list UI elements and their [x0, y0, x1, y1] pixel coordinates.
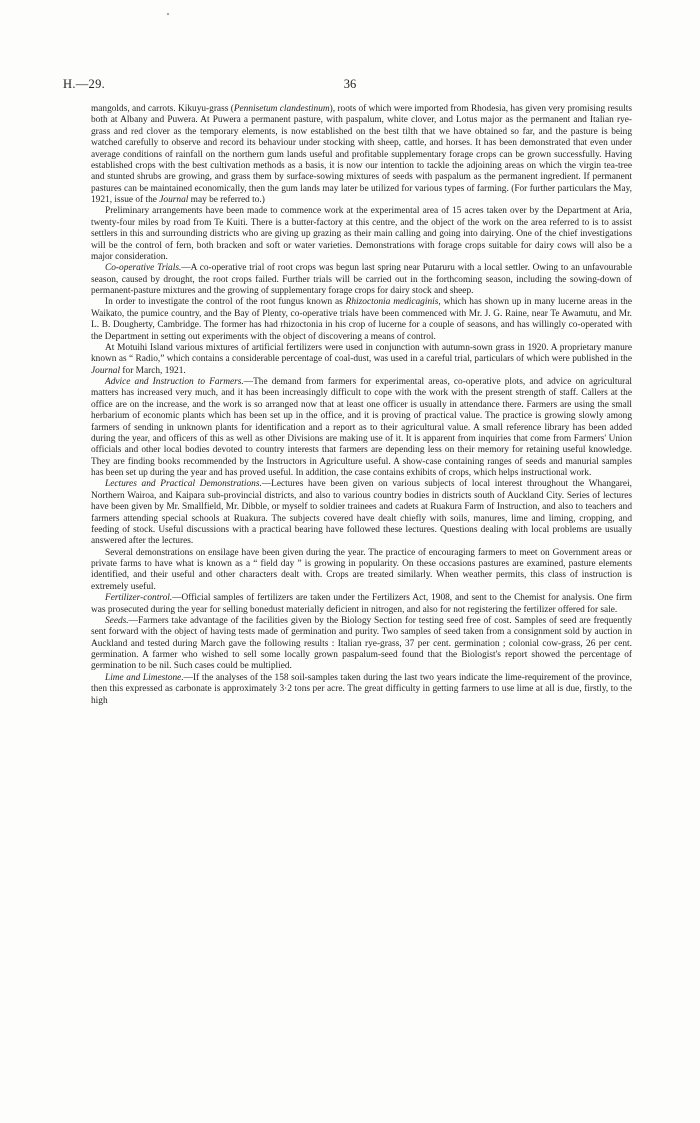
- document-reference: H.—29.: [63, 77, 106, 91]
- italic-term: Co-operative Trials.: [105, 263, 182, 274]
- body-text: [91, 104, 632, 707]
- italic-term: Pennisetum clandestinum: [233, 104, 330, 114]
- paragraph: Seeds.—Farmers take advantage of the facilities given by the Biology Section for testing seed free of cost. Samples of seed are frequently sent forward with the object of having tests made of germination and purity. Two samples of seed taken from a consignment sold by auction in Auckland and tested during March gave the following results : Italian rye-grass, 37 per cent. germination ; colonial cow-grass, 26 per cent. germination. A farmer who wished to sell some locally grown paspalum-seed found that the Biologist's report showed the percentage of germination to be nil. Such cases could be multiplied.: [91, 615, 632, 672]
- italic-term: Fertilizer-control.: [105, 593, 173, 604]
- italic-term: Journal: [91, 365, 121, 376]
- paragraph: Lime and Limestone.—If the analyses of the 158 soil-samples taken during the last two years indicate the lime-requirement of the province, then this expressed as carbonate is approximately 3·2 tons per acre. The great difficulty in getting farmers to use lime at all is due, firstly, to the high: [91, 672, 632, 706]
- italic-term: Rhizoctonia medicaginis: [345, 297, 439, 308]
- italic-term: Seeds.: [105, 615, 129, 626]
- paragraph: Co-operative Trials.—A co-operative trial of root crops was begun last spring near Putaruru with a local settler. Owing to an unfavourable season, caused by drought, the root crops failed. Further trials will be carried out in the forthcoming season, including the sowing-down of permanent-pasture mixtures and the growing of supplementary forage crops for dairy stock and sheep.: [91, 263, 632, 296]
- scan-speck: [167, 13, 169, 15]
- paragraph: At Motuihi Island various mixtures of artificial fertilizers were used in conjunction with autumn-sown grass in 1920. A proprietary manure known as “ Radio,” which contains a considerable percentage of coal-dust, was used in a careful trial, particulars of which were published in the Journal for March, 1921.: [91, 342, 632, 376]
- paragraph: Lectures and Practical Demonstrations.—Lectures have been given on various subjects of local interest throughout the Whangarei, Northern Wairoa, and Kaipara sub-provincial districts, and also to various country bodies in districts south of Auckland City. Series of lectures have been given by Mr. Smallfield, Mr. Dibble, or myself to soldier trainees and cadets at Ruakura Farm of Instruction, and also to teachers and farmers attending special schools at Ruakura. The subjects covered have dealt chiefly with soils, manures, lime and liming, cropping, and feeding of stock. Useful discussions with a practical bearing have followed these lectures. Questions dealing with local problems are usually answered after the lectures.: [91, 479, 632, 547]
- paragraph: Preliminary arrangements have been made to commence work at the experimental area of 15 acres taken over by the Department at Aria, twenty-four miles by road from Te Kuiti. There is a butter-factory at this centre, and the object of the work on the area referred to is to assist settlers in this and surrounding districts who are giving up grazing as their main calling and going into dairying. One of the chief investigations will be the control of fern, both bracken and soft or water varieties. Demonstrations with forage crops suitable for dairy cows will also be a major consideration.: [91, 206, 632, 262]
- italic-term: Lectures and Practical Demonstrations.: [105, 479, 262, 490]
- paragraph: Several demonstrations on ensilage have been given during the year. The practice of encouraging farmers to meet on Government areas or private farms to have what is known as a “ field day ” is growing in popularity. On these occasions pastures are examined, pasture elements identified, and their useful and other characters dealt with. Crops are treated similarly. When weather permits, this class of instruction is extremely useful.: [91, 547, 632, 592]
- italic-term: Advice and Instruction to Farmers.: [105, 377, 244, 387]
- paragraph: In order to investigate the control of the root fungus known as Rhizoctonia medicaginis, which has shown up in many lucerne areas in the Waikato, the pumice country, and the Bay of Plenty, co-operative trials have been commenced with Mr. J. G. Raine, near Te Awamutu, and Mr. L. B. Dougherty, Cambridge. The former has had rhizoctonia in his crop of lucerne for a couple of seasons, and has willingly co-operated with the Department in setting out experiments with the object of discovering a means of control.: [91, 297, 632, 342]
- page-number: 36: [343, 77, 357, 91]
- italic-term: Journal: [159, 195, 189, 205]
- paragraph: Fertilizer-control.—Official samples of fertilizers are taken under the Fertilizers Act, 1908, and sent to the Chemist for analysis. One firm was prosecuted during the year for selling bonedust materially deficient in nitrogen, and also for not registering the fertilizer offered for sale.: [91, 593, 632, 615]
- italic-term: Lime and Limestone.: [105, 672, 184, 683]
- paragraph: Advice and Instruction to Farmers.—The demand from farmers for experimental areas, co-operative plots, and advice on agricultural matters has increased very much, and it has been increasingly difficult to cope with the work with the present strength of staff. Callers at the office are on the increase, and the work is so arranged now that at least one officer is usually in attendance there. Farmers are using the small herbarium of economic plants which has been set up in the office, and it is proving of practical value. The practice is growing slowly among farmers of sending in unknown plants for identification and a report as to their agricultural value. A small reference library has been added during the year, and officers of this as well as other Divisions are making use of it. It is apparent from inquiries that come from Farmers' Union officials and other local bodies devoted to country interests that farmers are depending less on their memory for retaining useful knowledge. They are finding books recommended by the Instructors in Agriculture useful. A show-case containing ranges of seeds and manurial samples has been set up during the year and has proved useful. In addition, the case contains exhibits of crops, which helps instructional work.: [91, 377, 632, 478]
- paragraph: mangolds, and carrots. Kikuyu-grass (Pennisetum clandestinum), roots of which were imported from Rhodesia, has given very promising results both at Albany and Puwera. At Puwera a permanent pasture, with paspalum, white clover, and Lotus major as the permanent and Italian rye-grass and red clover as the temporary elements, is now established on the best tilth that we have obtained so far, and the pasture is being watched carefully to observe and record its behaviour under stocking with sheep, cattle, and horses. It has been demonstrated that even under average conditions of rainfall on the northern gum lands useful and profitable supplementary forage crops can be grown successfully. Having established crops with the best cultivation methods as a basis, it is now our intention to tackle the adjoining areas on which the virgin tea-tree and stunted shrubs are growing, and grass them by surface-sowing mixtures of seeds with paspalum as the permanent ingredient. If permanent pastures can be maintained economically, then the gum lands may later be utilized for various types of farming. (For further particulars the May, 1921, issue of the Journal may be referred to.): [91, 104, 632, 205]
